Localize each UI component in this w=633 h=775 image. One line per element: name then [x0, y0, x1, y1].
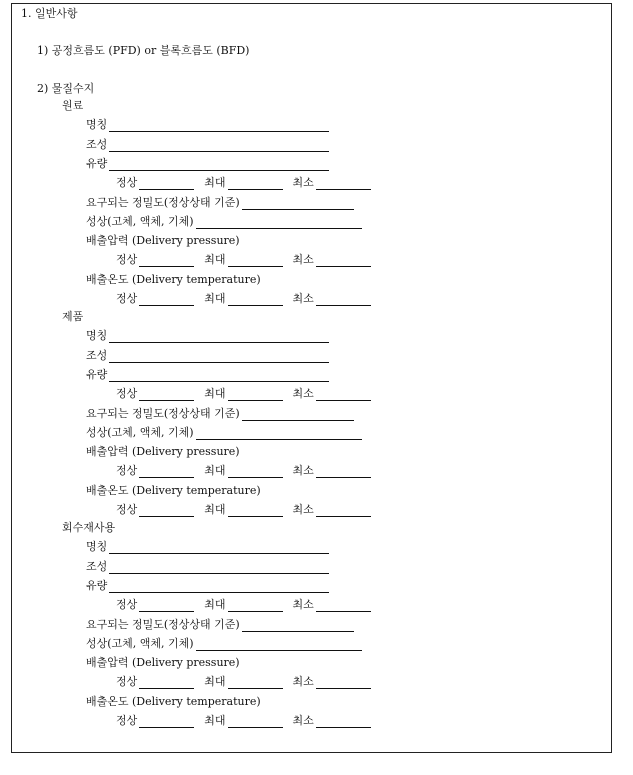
group1-composition-row: [86, 138, 329, 152]
min-label: 최소: [292, 176, 314, 190]
group2-phase-field[interactable]: [196, 428, 362, 440]
group-title-text: 원료: [62, 99, 84, 112]
group1-flow-max-field[interactable]: [228, 178, 283, 190]
group1-flow-field[interactable]: [109, 159, 329, 171]
group1-purity-row: [86, 196, 354, 210]
max-label: 최대: [204, 598, 226, 612]
min-label: 최소: [292, 253, 314, 267]
group1-pressure-range-row: [116, 253, 371, 267]
group3-composition-field[interactable]: [109, 562, 329, 574]
composition-label: 조성: [86, 137, 108, 151]
group2-flow-min-field[interactable]: [316, 389, 371, 401]
flow-label: 유량: [86, 367, 108, 381]
pressure-label: 배출압력 (Delivery pressure): [86, 234, 240, 248]
temperature-label: 배출온도 (Delivery temperature): [86, 483, 261, 497]
group3-flow-range-row: [116, 598, 371, 612]
group3-composition-row: [86, 560, 329, 574]
name-label: 명칭: [86, 329, 108, 343]
max-label: 최대: [204, 714, 226, 727]
group1-temperature-normal-field[interactable]: [139, 294, 194, 306]
composition-label: 조성: [86, 348, 108, 362]
max-label: 최대: [204, 176, 226, 190]
group3-name-field[interactable]: [109, 542, 329, 554]
temperature-label: 배출온도 (Delivery temperature): [86, 272, 261, 286]
group3-flow-min-field[interactable]: [316, 600, 371, 612]
group2-temperature-min-field[interactable]: [316, 505, 371, 517]
group3-flow-field[interactable]: [109, 581, 329, 593]
group3-pressure-max-field[interactable]: [228, 677, 283, 689]
purity-label: 요구되는 정밀도(정상상태 기준): [86, 617, 240, 631]
max-label: 최대: [204, 464, 226, 478]
group1-temperature-max-field[interactable]: [228, 294, 283, 306]
normal-label: 정상: [116, 503, 138, 516]
pressure-label: 배출압력 (Delivery pressure): [86, 656, 240, 670]
group2-phase-row: [86, 426, 362, 440]
min-label: 최소: [292, 292, 314, 305]
min-label: 최소: [292, 387, 314, 401]
max-label: 최대: [204, 387, 226, 401]
group2-composition-field[interactable]: [109, 351, 329, 363]
group1-title: [62, 99, 83, 113]
name-label: 명칭: [86, 118, 108, 132]
group2-flow-range-row: [116, 387, 371, 401]
purity-label: 요구되는 정밀도(정상상태 기준): [86, 406, 240, 420]
material-balance-item: 2) 물질수지: [37, 82, 95, 95]
group1-purity-field[interactable]: [242, 198, 354, 210]
group2-title: [62, 310, 83, 324]
group2-flow-row: [86, 368, 329, 382]
min-label: 최소: [292, 598, 314, 612]
phase-label: 성상(고체, 액체, 기체): [86, 425, 194, 439]
group3-phase-field[interactable]: [196, 639, 362, 651]
group2-name-field[interactable]: [109, 331, 329, 343]
normal-label: 정상: [116, 714, 138, 727]
max-label: 최대: [204, 503, 226, 516]
group3-temperature-normal-field[interactable]: [139, 716, 194, 728]
pressure-label: 배출압력 (Delivery pressure): [86, 445, 240, 459]
group3-purity-row: [86, 618, 354, 632]
group3-phase-row: [86, 637, 362, 651]
group1-pressure-row: [86, 234, 240, 248]
group2-pressure-min-field[interactable]: [316, 466, 371, 478]
group1-flow-min-field[interactable]: [316, 178, 371, 190]
phase-label: 성상(고체, 액체, 기체): [86, 636, 194, 650]
group2-temperature-max-field[interactable]: [228, 505, 283, 517]
min-label: 최소: [292, 464, 314, 478]
min-label: 최소: [292, 675, 314, 689]
max-label: 최대: [204, 253, 226, 267]
normal-label: 정상: [116, 387, 138, 401]
normal-label: 정상: [116, 464, 138, 478]
group2-pressure-max-field[interactable]: [228, 466, 283, 478]
group2-name-row: [86, 329, 329, 343]
group2-pressure-range-row: [116, 464, 371, 478]
group1-pressure-max-field[interactable]: [228, 255, 283, 267]
group2-purity-row: [86, 407, 354, 421]
group3-flow-normal-field[interactable]: [139, 600, 194, 612]
group2-purity-field[interactable]: [242, 409, 354, 421]
group2-temperature-range-row: [116, 503, 371, 517]
normal-label: 정상: [116, 675, 138, 689]
group2-flow-field[interactable]: [109, 370, 329, 382]
group-title-text: 제품: [62, 310, 84, 323]
pfd-bfd-item: 1) 공정흐름도 (PFD) or 블록흐름도 (BFD): [37, 44, 250, 57]
composition-label: 조성: [86, 559, 108, 573]
group1-flow-range-row: [116, 176, 371, 190]
section-title: 1. 일반사항: [21, 7, 78, 20]
group-title-text: 회수재사용: [62, 521, 116, 534]
purity-label: 요구되는 정밀도(정상상태 기준): [86, 195, 240, 209]
group2-temperature-normal-field[interactable]: [139, 505, 194, 517]
group1-flow-normal-field[interactable]: [139, 178, 194, 190]
normal-label: 정상: [116, 598, 138, 612]
group2-composition-row: [86, 349, 329, 363]
group2-pressure-row: [86, 445, 240, 459]
group1-name-row: [86, 118, 329, 132]
phase-label: 성상(고체, 액체, 기체): [86, 214, 194, 228]
max-label: 최대: [204, 292, 226, 305]
name-label: 명칭: [86, 540, 108, 554]
group1-pressure-min-field[interactable]: [316, 255, 371, 267]
group3-pressure-normal-field[interactable]: [139, 677, 194, 689]
group1-flow-row: [86, 157, 329, 171]
group2-pressure-normal-field[interactable]: [139, 466, 194, 478]
normal-label: 정상: [116, 253, 138, 267]
group3-temperature-max-field[interactable]: [228, 716, 283, 728]
group2-flow-max-field[interactable]: [228, 389, 283, 401]
group3-title: [62, 521, 115, 535]
group3-pressure-row: [86, 656, 240, 670]
flow-label: 유량: [86, 156, 108, 170]
group3-purity-field[interactable]: [242, 620, 354, 632]
normal-label: 정상: [116, 176, 138, 190]
temperature-label: 배출온도 (Delivery temperature): [86, 694, 261, 708]
group3-temperature-range-row: [116, 714, 371, 728]
max-label: 최대: [204, 675, 226, 689]
group1-temperature-min-field[interactable]: [316, 294, 371, 306]
group3-pressure-range-row: [116, 675, 371, 689]
group3-temperature-min-field[interactable]: [316, 716, 371, 728]
group3-pressure-min-field[interactable]: [316, 677, 371, 689]
group1-composition-field[interactable]: [109, 140, 329, 152]
group2-flow-normal-field[interactable]: [139, 389, 194, 401]
normal-label: 정상: [116, 292, 138, 305]
group1-temperature-range-row: [116, 292, 371, 306]
min-label: 최소: [292, 714, 314, 727]
group1-name-field[interactable]: [109, 120, 329, 132]
group1-phase-field[interactable]: [196, 217, 362, 229]
group2-temperature-row: [86, 484, 261, 498]
group3-flow-row: [86, 579, 329, 593]
group3-temperature-row: [86, 695, 261, 709]
group1-temperature-row: [86, 273, 261, 287]
min-label: 최소: [292, 503, 314, 516]
group1-phase-row: [86, 215, 362, 229]
group3-flow-max-field[interactable]: [228, 600, 283, 612]
group3-name-row: [86, 540, 329, 554]
flow-label: 유량: [86, 578, 108, 592]
group1-pressure-normal-field[interactable]: [139, 255, 194, 267]
